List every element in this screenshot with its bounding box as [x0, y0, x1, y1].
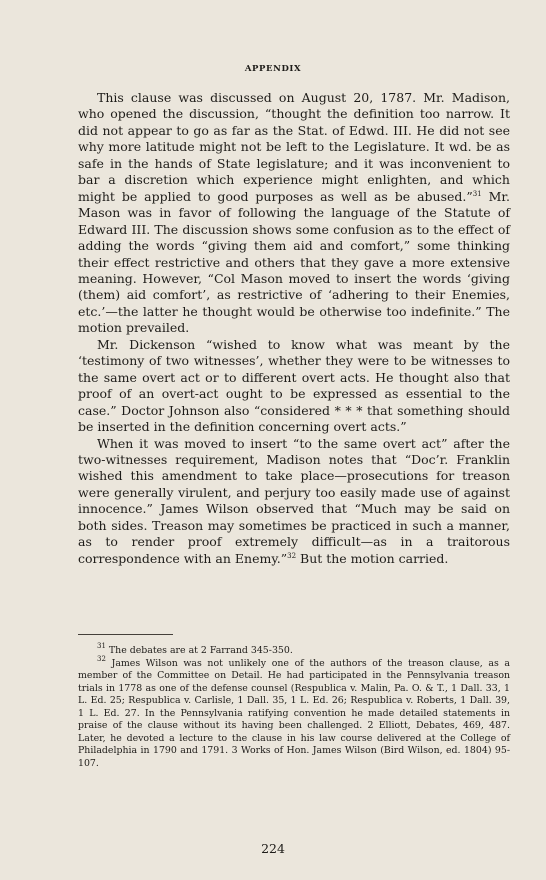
- footnote-text: James Wilson was not unlikely one of the authors of the treason clause, as a member of the Committee on Detail. He had participated in the Pennsylvania treason trials in 1778 as one of the defense counsel (Respublica v. Malin, Pa. O. & T., 1 Dall. 33, 1 L. Ed. 25; Respublica v. Carlisle, 1 Dall. 35, 1 L. Ed. 26; Respublica v. Roberts, 1 Dall. 39, 1 L. Ed. 27. In the Pennsylvania ratifying convention he made detailed statements in praise of the clause without its having been challenged. 2 Elliott, Debates, 469, 487. Later, he devoted a lecture to the clause in his law course delivered at the College of Philadelphia in 1790 and 1791. 3 Works of Hon. James Wilson (Bird Wilson, ed. 1804) 95-107.: [78, 657, 511, 769]
- paragraph-3-tail: But the motion carried.: [296, 550, 449, 566]
- footnote-31: [78, 642, 510, 658]
- footnote-divider: [78, 634, 173, 635]
- footnote-ref-31[interactable]: 31: [472, 189, 482, 198]
- footnotes: [78, 642, 511, 770]
- paragraph-2: [78, 337, 510, 436]
- main-text: [78, 90, 510, 567]
- paragraph-3-text: When it was moved to insert “to the same overt act” after the two-witnesses requirement, Madison notes that “Doc’r. Franklin wished this amendment to take place—prosecutions for treason were generally virulent, and perjury too easily made use of against innocence.” James Wilson observed that “Much may be said on both sides. Treason may sometimes be practiced in such a manner, as to render proof extremely difficult—as in a traitorous correspondence with an Enemy.”: [78, 435, 510, 566]
- footnote-number: 31: [97, 642, 106, 650]
- paragraph-1: [78, 90, 510, 337]
- running-header: APPENDIX: [244, 64, 302, 74]
- paragraph-3: [78, 436, 510, 568]
- page-number: 224: [261, 841, 285, 856]
- footnote-ref-32[interactable]: 32: [287, 551, 297, 560]
- paragraph-2-text: Mr. Dickenson “wished to know what was meant by the ‘testimony of two witnesses’, whether they were to be witnesses to the same overt act or to different overt acts. He thought also that proof of an overt-act ought to be expressed as essential to the case.” Doctor Johnson also “considered * * * that something should be inserted in the definition concerning overt acts.”: [78, 336, 510, 435]
- paragraph-1-tail: Mr. Mason was in favor of following the language of the Statute of Edward III. The discussion shows some confusion as to the effect of adding the words “giving them aid and comfort,” some thinking their effect restrictive and others that they gave a more extensive meaning. However, “Col Mason moved to insert the words ‘giving (them) aid comfort’, as restrictive of ‘adhering to their Enemies, etc.’—the latter he thought would be otherwise too indefinite.” The motion prevailed.: [78, 188, 510, 336]
- footnote-32: [78, 654, 511, 771]
- footnote-number: 32: [97, 654, 106, 663]
- paragraph-1-text: This clause was discussed on August 20, 1787. Mr. Madison, who opened the discussion, “thought the definition too narrow. It did not appear to go as far as the Stat. of Edwd. III. He did not see why more latitude might not be left to the Legislature. It wd. be as safe in the hands of State legislature; and it was inconvenient to bar a discretion which experience might enlighten, and which might be applied to good purposes as well as be abused.”: [78, 90, 510, 204]
- footnote-text: The debates are at 2 Farrand 345-350.: [108, 645, 293, 656]
